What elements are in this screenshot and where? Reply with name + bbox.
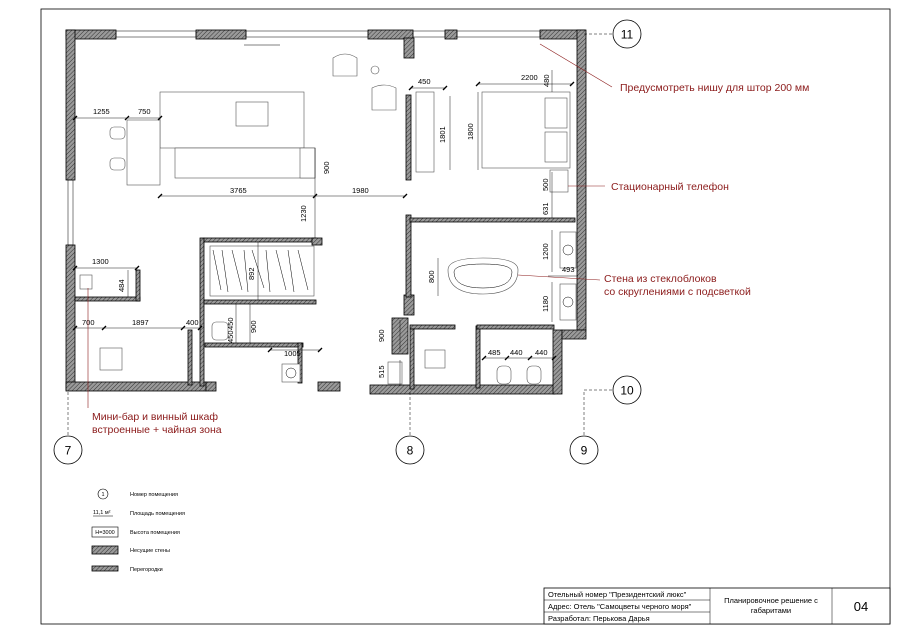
dim-1255: 1255 <box>93 107 110 116</box>
wardrobe <box>210 246 314 296</box>
dim-484: 484 <box>117 279 126 292</box>
legend-bearing-wall-swatch <box>92 546 118 554</box>
living-room-furniture <box>110 45 396 185</box>
dim-1300: 1300 <box>92 257 109 266</box>
dim-1801: 1801 <box>438 126 447 143</box>
note-curtain-niche: Предусмотреть нишу для штор 200 мм <box>620 82 810 94</box>
legend-partition-swatch <box>92 566 118 571</box>
note-phone: Стационарный телефон <box>611 181 729 193</box>
legend-bearing-walls-label: Несущие стены <box>130 548 170 554</box>
dim-440-a: 440 <box>510 348 523 357</box>
note-glass-wall-line2: со скруглениями с подсветкой <box>604 286 751 298</box>
stamp-address: Адрес: Отель "Самоцветы черного моря" <box>548 602 692 611</box>
dim-700: 700 <box>82 318 95 327</box>
dim-1897: 1897 <box>132 318 149 327</box>
dim-485: 485 <box>488 348 501 357</box>
dim-2200: 2200 <box>521 73 538 82</box>
dim-480: 480 <box>542 74 551 87</box>
legend-height-sample: H=3000 <box>95 530 115 536</box>
legend-height-label: Высота помещения <box>130 530 180 536</box>
dim-515: 515 <box>377 365 386 378</box>
legend <box>92 489 185 573</box>
legend-area-label: Площадь помещения <box>130 511 185 517</box>
dim-450-a: 450 <box>226 317 235 330</box>
title-block <box>544 588 890 624</box>
stamp-author: Разработал: Перькова Дарья <box>548 614 650 623</box>
dim-750: 750 <box>138 107 151 116</box>
note-minibar-line1: Мини-бар и винный шкаф <box>92 411 219 423</box>
dim-631: 631 <box>541 202 550 215</box>
dim-800: 800 <box>427 270 436 283</box>
dim-1980: 1980 <box>352 186 369 195</box>
bearing-walls <box>66 30 586 394</box>
axis-11-label: 11 <box>620 27 634 42</box>
dim-500: 500 <box>541 178 550 191</box>
dim-450-b: 450 <box>226 330 235 343</box>
grid-axes <box>54 20 641 464</box>
dim-1800: 1800 <box>466 123 475 140</box>
dim-450-bed: 450 <box>418 77 431 86</box>
legend-area-sample: 11,1 м² <box>93 510 111 516</box>
dim-400: 400 <box>186 318 199 327</box>
note-minibar-line2: встроенные + чайная зона <box>92 424 222 436</box>
stamp-sheet-number: 04 <box>853 599 869 614</box>
dim-1200: 1200 <box>541 243 550 260</box>
dim-493: 493 <box>562 265 575 274</box>
stamp-title-line2: габаритами <box>750 606 792 615</box>
dim-1180: 1180 <box>541 295 550 312</box>
dim-900-door: 900 <box>377 329 386 342</box>
legend-room-number-label: Номер помещения <box>130 492 178 498</box>
stamp-project: Отельный номер "Президентский люкс" <box>548 590 687 599</box>
dim-900-sofa: 900 <box>322 161 331 174</box>
legend-partitions-label: Перегородки <box>130 567 163 573</box>
axis-7-label: 7 <box>64 443 72 458</box>
dim-1005: 1005 <box>284 349 301 358</box>
dim-440-b: 440 <box>535 348 548 357</box>
legend-room-number-sample: 1 <box>101 492 105 498</box>
note-glass-wall-line1: Стена из стеклоблоков <box>604 273 717 285</box>
dim-1230: 1230 <box>299 205 308 222</box>
dim-3765: 3765 <box>230 186 247 195</box>
dim-892: 892 <box>247 267 256 280</box>
axis-8-label: 8 <box>406 443 414 458</box>
axis-10-label: 10 <box>620 383 634 398</box>
dim-900-wc: 900 <box>249 320 258 333</box>
stamp-title-line1: Планировочное решение с <box>724 596 818 605</box>
axis-9-label: 9 <box>580 443 588 458</box>
